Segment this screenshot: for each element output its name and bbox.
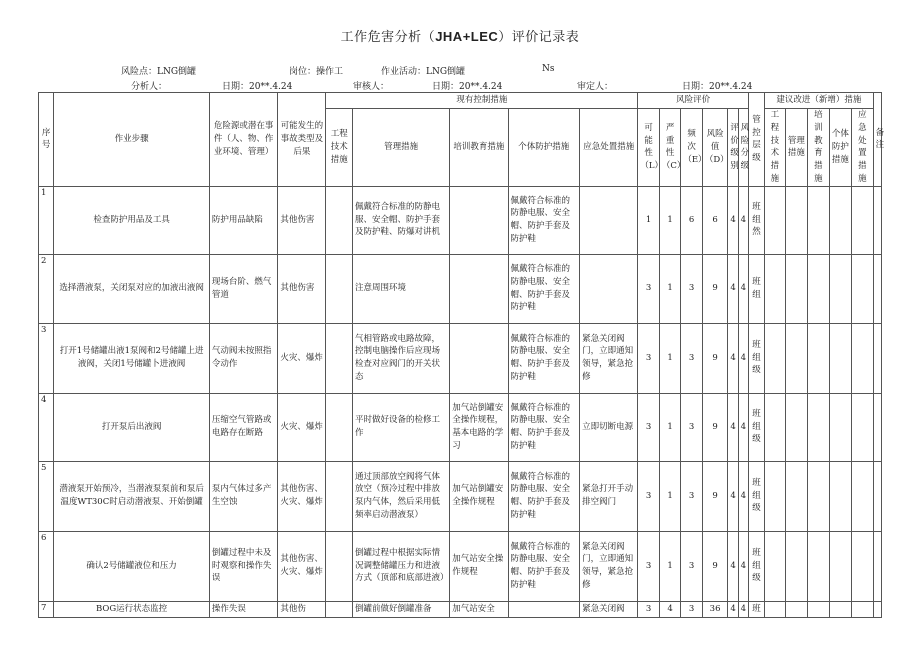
cell-ppe: 佩戴符合标准的防静电服、安全帽、防护手套及防护鞋 bbox=[508, 531, 580, 601]
header-remark: 备注 bbox=[873, 93, 881, 187]
cell-eng bbox=[326, 601, 353, 617]
cell-mgmt: 气相管路或电路故障，控制电脑操作后应现场检查对应阀门的开关状态 bbox=[353, 323, 450, 393]
cell-mgmt: 佩戴符合标准的防静电服、安全帽、防护手套及防护鞋、防爆对讲机 bbox=[353, 186, 450, 254]
cell-hazard: 防护用品缺陷 bbox=[209, 186, 278, 254]
cell-suggest-empty bbox=[852, 393, 873, 461]
cell-level: 4 bbox=[738, 186, 748, 254]
cell-control: 班组级 bbox=[748, 461, 764, 531]
cell-D: 6 bbox=[702, 186, 728, 254]
cell-emergency: 紧急打开手动排空阀门 bbox=[580, 461, 638, 531]
cell-C: 1 bbox=[659, 461, 680, 531]
cell-C: 1 bbox=[659, 531, 680, 601]
cell-suggest-empty bbox=[785, 461, 808, 531]
cell-suggest-empty bbox=[852, 254, 873, 323]
approver: 审定人： bbox=[577, 82, 614, 92]
cell-grade: 4 bbox=[728, 186, 738, 254]
cell-step: BOG运行状态监控 bbox=[54, 601, 209, 617]
analyst: 分析人： bbox=[131, 82, 168, 92]
cell-control: 班组然 bbox=[748, 186, 764, 254]
cell-consequence: 其他伤害、火灾、爆炸 bbox=[278, 531, 326, 601]
cell-hazard: 压缩空气管路或电路存在断路 bbox=[209, 393, 278, 461]
cell-suggest-empty bbox=[765, 186, 785, 254]
cell-emergency bbox=[580, 186, 638, 254]
cell-mgmt: 通过顶部放空阀将气体放空（预冷过程中排放泵内气体，然后采用低频率启动潜液泵） bbox=[353, 461, 450, 531]
cell-suggest-empty bbox=[808, 461, 829, 531]
table-body bbox=[39, 186, 882, 617]
cell-D: 9 bbox=[702, 393, 728, 461]
cell-emergency bbox=[580, 254, 638, 323]
cell-control: 班组级 bbox=[748, 323, 764, 393]
cell-grade: 4 bbox=[728, 254, 738, 323]
title-prefix: 工作危害分析（ bbox=[340, 30, 436, 45]
cell-L: 3 bbox=[638, 531, 659, 601]
cell-training bbox=[450, 323, 508, 393]
date-approver: 日期：20**.4.24 bbox=[682, 82, 753, 92]
cell-level: 4 bbox=[738, 531, 748, 601]
cell-L: 3 bbox=[638, 254, 659, 323]
cell-step: 检查防护用品及工具 bbox=[54, 186, 209, 254]
cell-E: 3 bbox=[681, 393, 702, 461]
cell-C: 1 bbox=[659, 254, 680, 323]
cell-step: 打开1号储罐出液1泵阀和2号储罐上进液阀，关闭1号储罐卜进液阀 bbox=[54, 323, 209, 393]
cell-suggest-empty bbox=[852, 601, 873, 617]
reviewer: 审核人： bbox=[353, 82, 390, 92]
date-reviewer: 日期：20**.4.24 bbox=[432, 82, 503, 92]
cell-suggest-empty bbox=[829, 323, 852, 393]
date-analyst: 日期：20**.4.24 bbox=[222, 82, 293, 92]
cell-suggest-empty bbox=[765, 601, 785, 617]
cell-step: 打开泵后出液阀 bbox=[54, 393, 209, 461]
cell-suggest-empty bbox=[829, 531, 852, 601]
cell-D: 36 bbox=[702, 601, 728, 617]
cell-ppe: 佩戴符合标准的防静电服、安全帽、防护手套及防护鞋 bbox=[508, 323, 580, 393]
cell-grade: 4 bbox=[728, 323, 738, 393]
cell-mgmt: 注意周围环境 bbox=[353, 254, 450, 323]
cell-training: 加气站倒罐安全操作规程 bbox=[450, 461, 508, 531]
header-level: 风险分级 bbox=[738, 109, 748, 187]
cell-suggest-empty bbox=[785, 601, 808, 617]
cell-hazard: 倒罐过程中未及时观察和操作失误 bbox=[209, 531, 278, 601]
cell-C: 4 bbox=[659, 601, 680, 617]
header-L: 可能性（L） bbox=[638, 109, 659, 187]
cell-D: 9 bbox=[702, 531, 728, 601]
cell-suggest-empty bbox=[829, 601, 852, 617]
cell-grade: 4 bbox=[728, 601, 738, 617]
cell-emergency: 紧急关闭阀 bbox=[580, 601, 638, 617]
cell-suggest-empty bbox=[765, 531, 785, 601]
table-row bbox=[39, 461, 882, 531]
cell-mgmt: 倒罐过程中根据实际情况调整储罐压力和进液方式（顶部和底部进液） bbox=[353, 531, 450, 601]
table-row bbox=[39, 393, 882, 461]
cell-suggest-empty bbox=[873, 323, 881, 393]
cell-L: 3 bbox=[638, 323, 659, 393]
cell-no: 1 bbox=[39, 186, 54, 254]
cell-hazard: 气动阀未按照指令动作 bbox=[209, 323, 278, 393]
table-row bbox=[39, 186, 882, 254]
header-s-eng: 工程技术措施 bbox=[765, 109, 785, 187]
header-suggest: 建议改进（新增）措施 bbox=[765, 93, 873, 109]
cell-training: 加气站倒罐安全操作规程，基本电路的学习 bbox=[450, 393, 508, 461]
cell-consequence: 其他伤害 bbox=[278, 254, 326, 323]
cell-suggest-empty bbox=[873, 186, 881, 254]
header-grade: 评价级别 bbox=[728, 109, 738, 187]
cell-suggest-empty bbox=[785, 186, 808, 254]
cell-suggest-empty bbox=[765, 461, 785, 531]
cell-hazard: 泵内气体过多产生空蚀 bbox=[209, 461, 278, 531]
cell-suggest-empty bbox=[852, 531, 873, 601]
cell-L: 3 bbox=[638, 393, 659, 461]
risk-point: 风险点：LNG倒罐 bbox=[121, 67, 197, 77]
cell-suggest-empty bbox=[785, 393, 808, 461]
title-suffix: ）评价记录表 bbox=[498, 30, 580, 45]
cell-C: 1 bbox=[659, 323, 680, 393]
cell-eng bbox=[326, 531, 353, 601]
header-s-mgmt: 管理措施 bbox=[785, 109, 808, 187]
cell-L: 1 bbox=[638, 186, 659, 254]
header-emergency: 应急处置措施 bbox=[580, 109, 638, 187]
table-row bbox=[39, 254, 882, 323]
cell-suggest-empty bbox=[808, 531, 829, 601]
cell-E: 3 bbox=[681, 323, 702, 393]
cell-training bbox=[450, 254, 508, 323]
cell-suggest-empty bbox=[873, 254, 881, 323]
cell-consequence: 火灾、爆炸 bbox=[278, 323, 326, 393]
cell-suggest-empty bbox=[873, 393, 881, 461]
cell-ppe: 佩戴符合标准的防静电服、安全帽、防护手套及防护鞋 bbox=[508, 461, 580, 531]
cell-suggest-empty bbox=[808, 393, 829, 461]
cell-consequence: 火灾、爆炸 bbox=[278, 393, 326, 461]
cell-C: 1 bbox=[659, 393, 680, 461]
position: 岗位：操作工 bbox=[289, 67, 344, 77]
ns-mark: Ns bbox=[542, 64, 555, 74]
header-s-train: 培训教育措施 bbox=[808, 109, 829, 187]
header-eng: 工程技术措施 bbox=[326, 109, 353, 187]
cell-suggest-empty bbox=[873, 601, 881, 617]
table-row bbox=[39, 323, 882, 393]
cell-training: 加气站安全操作规程 bbox=[450, 531, 508, 601]
cell-emergency: 立即切断电源 bbox=[580, 393, 638, 461]
cell-suggest-empty bbox=[852, 461, 873, 531]
cell-D: 9 bbox=[702, 323, 728, 393]
cell-hazard: 操作失误 bbox=[209, 601, 278, 617]
cell-level: 4 bbox=[738, 601, 748, 617]
header-hazard: 危险源或潜在事件（人、物、作业环境、管理） bbox=[209, 93, 278, 187]
header-s-emg: 应急处置措施 bbox=[852, 109, 873, 187]
header-training: 培训教育措施 bbox=[450, 109, 508, 187]
cell-training: 加气站安全 bbox=[450, 601, 508, 617]
cell-suggest-empty bbox=[852, 323, 873, 393]
cell-level: 4 bbox=[738, 393, 748, 461]
cell-eng bbox=[326, 461, 353, 531]
table-row bbox=[39, 601, 882, 617]
cell-control: 班组级 bbox=[748, 531, 764, 601]
cell-no: 6 bbox=[39, 531, 54, 601]
cell-suggest-empty bbox=[785, 323, 808, 393]
cell-step: 潜液泵开始预冷，当潜液泵泵前和泵后温度WT30C时启动潜液泵、开始倒罐 bbox=[54, 461, 209, 531]
cell-suggest-empty bbox=[829, 393, 852, 461]
header-existing: 现有控制措施 bbox=[326, 93, 638, 109]
cell-ppe bbox=[508, 601, 580, 617]
cell-suggest-empty bbox=[785, 254, 808, 323]
cell-suggest-empty bbox=[852, 186, 873, 254]
cell-no: 5 bbox=[39, 461, 54, 531]
cell-consequence: 其他伤害、火灾、爆炸 bbox=[278, 461, 326, 531]
cell-E: 3 bbox=[681, 531, 702, 601]
cell-step: 确认2号储罐液位和压力 bbox=[54, 531, 209, 601]
cell-no: 7 bbox=[39, 601, 54, 617]
cell-suggest-empty bbox=[829, 186, 852, 254]
cell-eng bbox=[326, 323, 353, 393]
cell-no: 3 bbox=[39, 323, 54, 393]
cell-control: 班 bbox=[748, 601, 764, 617]
cell-E: 3 bbox=[681, 601, 702, 617]
header-control-level: 管控层级 bbox=[748, 93, 764, 187]
cell-ppe: 佩戴符合标准的防静电服、安全帽、防护手套及防护鞋 bbox=[508, 254, 580, 323]
cell-suggest-empty bbox=[873, 531, 881, 601]
header-E: 频次（E） bbox=[681, 109, 702, 187]
header-step: 作业步骤 bbox=[54, 93, 209, 187]
activity: 作业活动：LNG倒罐 bbox=[381, 67, 466, 77]
cell-suggest-empty bbox=[765, 393, 785, 461]
cell-suggest-empty bbox=[765, 254, 785, 323]
page-title bbox=[0, 26, 920, 45]
cell-suggest-empty bbox=[808, 601, 829, 617]
cell-eng bbox=[326, 393, 353, 461]
cell-level: 4 bbox=[738, 254, 748, 323]
cell-control: 班组 bbox=[748, 254, 764, 323]
header-risk-eval: 风险评价 bbox=[638, 93, 748, 109]
header-mgmt: 管理措施 bbox=[353, 109, 450, 187]
cell-mgmt: 平时做好设备的检修工作 bbox=[353, 393, 450, 461]
cell-suggest-empty bbox=[829, 254, 852, 323]
cell-consequence: 其他伤害 bbox=[278, 186, 326, 254]
table-row bbox=[39, 531, 882, 601]
header-s-ppe: 个体防护措施 bbox=[829, 109, 852, 187]
cell-consequence: 其他伤 bbox=[278, 601, 326, 617]
cell-L: 3 bbox=[638, 601, 659, 617]
cell-suggest-empty bbox=[808, 254, 829, 323]
cell-eng bbox=[326, 186, 353, 254]
cell-E: 3 bbox=[681, 254, 702, 323]
cell-step: 选择潜液泵，关闭泵对应的加液出液阀 bbox=[54, 254, 209, 323]
title-code: JHA+LEC bbox=[435, 29, 499, 44]
header-consequence: 可能发生的事故类型及后果 bbox=[278, 93, 326, 187]
cell-ppe: 佩戴符合标准的防静电服、安全帽、防护手套及防护鞋 bbox=[508, 393, 580, 461]
cell-C: 1 bbox=[659, 186, 680, 254]
header-D: 风险值（D） bbox=[702, 109, 728, 187]
cell-level: 4 bbox=[738, 323, 748, 393]
cell-level: 4 bbox=[738, 461, 748, 531]
cell-E: 3 bbox=[681, 461, 702, 531]
cell-training bbox=[450, 186, 508, 254]
cell-grade: 4 bbox=[728, 461, 738, 531]
cell-L: 3 bbox=[638, 461, 659, 531]
cell-ppe: 佩戴符合标准的防静电服、安全帽、防护手套及防护鞋 bbox=[508, 186, 580, 254]
jha-table bbox=[38, 92, 885, 618]
cell-control: 班组级 bbox=[748, 393, 764, 461]
cell-D: 9 bbox=[702, 254, 728, 323]
cell-suggest-empty bbox=[808, 323, 829, 393]
cell-grade: 4 bbox=[728, 393, 738, 461]
cell-suggest-empty bbox=[829, 461, 852, 531]
cell-suggest-empty bbox=[873, 461, 881, 531]
header-ppe: 个体防护措施 bbox=[508, 109, 580, 187]
cell-grade: 4 bbox=[728, 531, 738, 601]
cell-no: 2 bbox=[39, 254, 54, 323]
cell-mgmt: 倒罐前做好倒罐准备 bbox=[353, 601, 450, 617]
cell-suggest-empty bbox=[808, 186, 829, 254]
cell-D: 9 bbox=[702, 461, 728, 531]
cell-E: 6 bbox=[681, 186, 702, 254]
cell-no: 4 bbox=[39, 393, 54, 461]
header-seq: 序号 bbox=[39, 93, 54, 187]
header-C: 严重性（C） bbox=[659, 109, 680, 187]
cell-eng bbox=[326, 254, 353, 323]
cell-suggest-empty bbox=[765, 323, 785, 393]
cell-emergency: 紧急关闭阀门，立即通知领导，紧急抢修 bbox=[580, 323, 638, 393]
cell-emergency: 紧急关闭阀门，立即通知领导，紧急抢修 bbox=[580, 531, 638, 601]
cell-hazard: 现场台阶、燃气管道 bbox=[209, 254, 278, 323]
cell-suggest-empty bbox=[785, 531, 808, 601]
